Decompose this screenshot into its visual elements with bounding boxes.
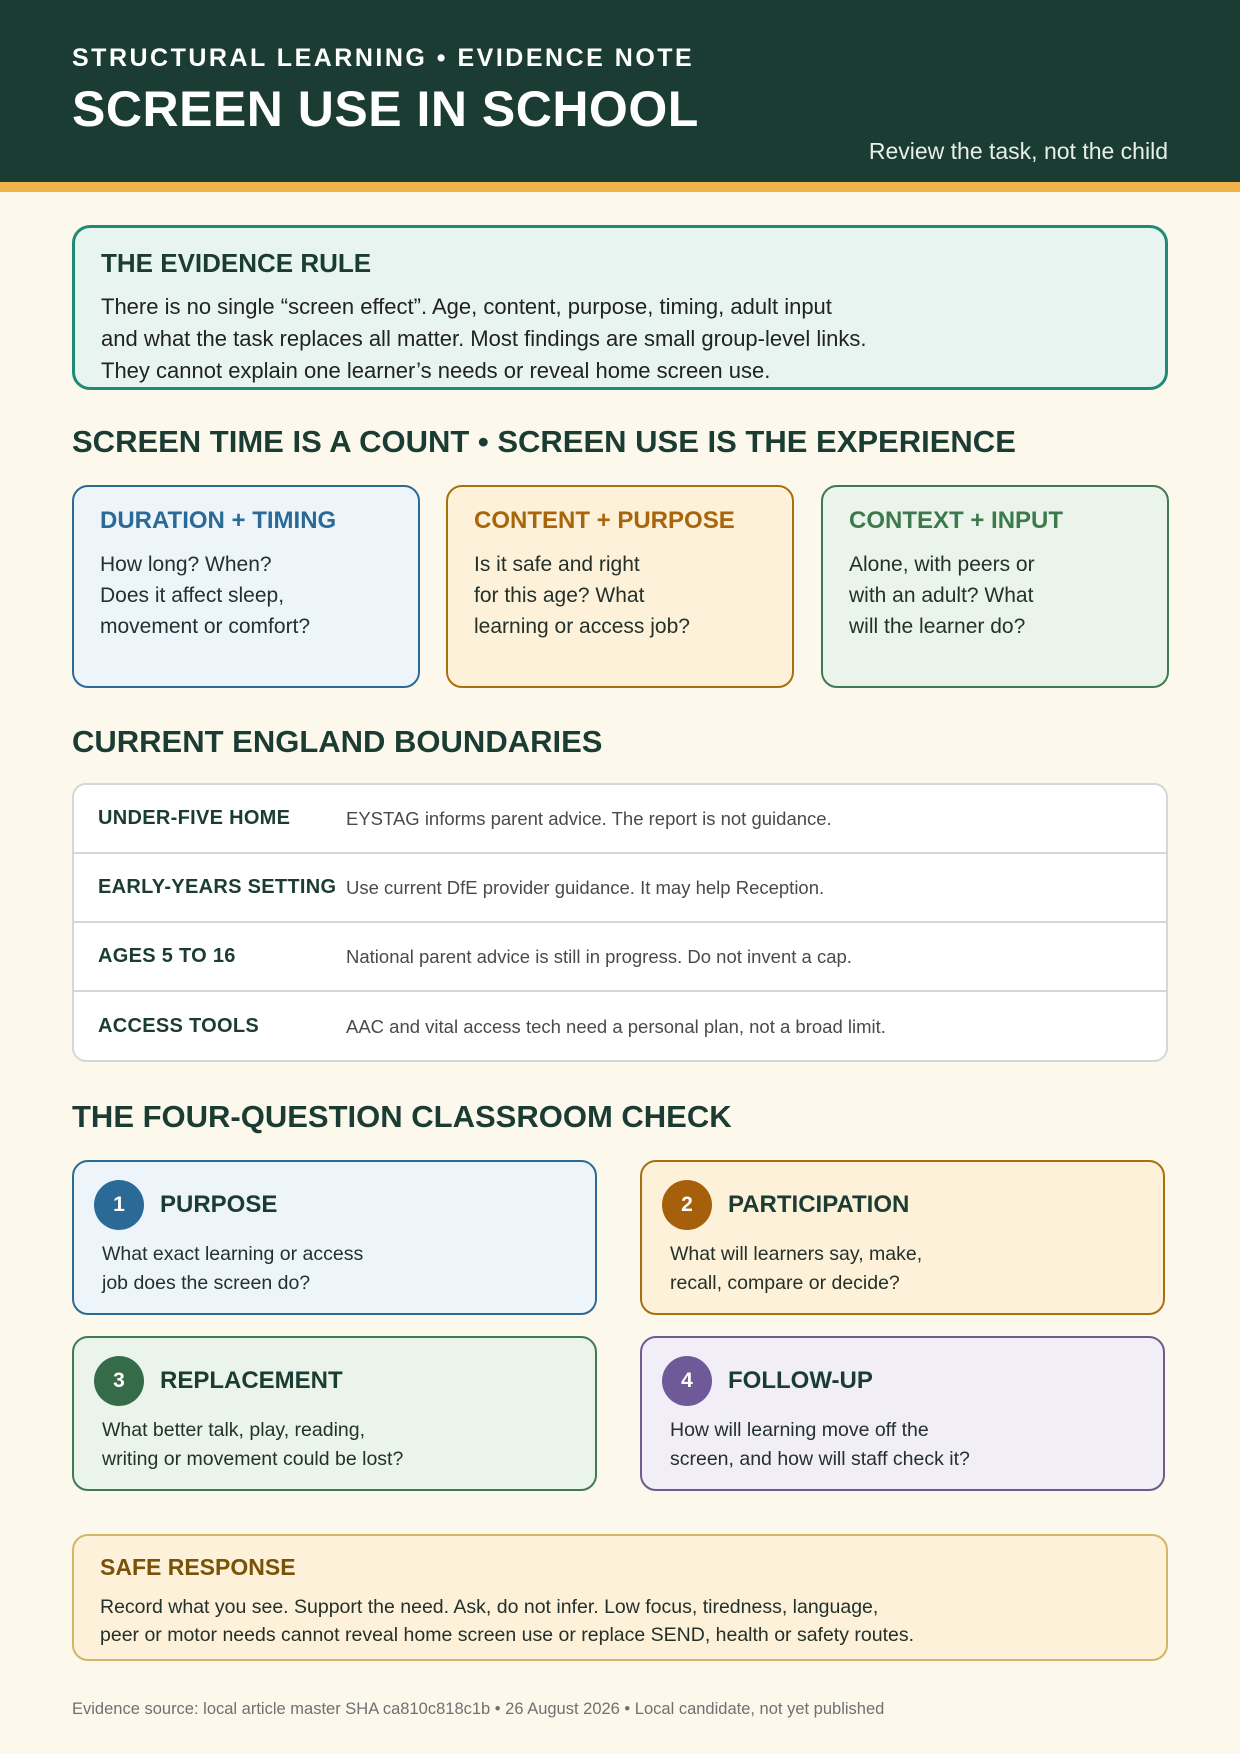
card-line: Does it affect sleep,: [100, 584, 285, 607]
question-card-participation: [640, 1160, 1165, 1315]
evidence-rule-line: There is no single “screen effect”. Age, content, purpose, timing, adult input: [101, 294, 832, 319]
question-title: PARTICIPATION: [728, 1191, 910, 1218]
row-label: AGES 5 TO 16: [98, 945, 236, 967]
card-line: How long? When?: [100, 553, 272, 576]
card-line: Alone, with peers or: [849, 553, 1035, 576]
card-body: [100, 549, 392, 642]
card-body: [849, 549, 1141, 642]
screen-section-title: SCREEN TIME IS A COUNT • SCREEN USE IS THE EXPERIENCE: [72, 424, 1016, 459]
question-text: [662, 1416, 1143, 1474]
card-line: for this age? What: [474, 584, 645, 607]
table-row: [74, 785, 1166, 854]
question-line: job does the screen do?: [102, 1272, 311, 1294]
question-line: writing or movement could be lost?: [102, 1448, 404, 1470]
card-line: Is it safe and right: [474, 553, 640, 576]
page-title: SCREEN USE IN SCHOOL: [72, 81, 699, 137]
check-title: THE FOUR-QUESTION CLASSROOM CHECK: [72, 1099, 732, 1134]
question-number-badge: 3: [94, 1356, 144, 1406]
evidence-rule-text: [101, 291, 1139, 387]
table-row: [74, 992, 1166, 1061]
card-line: learning or access job?: [474, 615, 690, 638]
card-title: CONTEXT + INPUT: [849, 507, 1064, 534]
question-line: recall, compare or decide?: [670, 1272, 900, 1294]
row-label: ACCESS TOOLS: [98, 1015, 260, 1037]
header-accent-stripe: [0, 182, 1240, 192]
row-value: National parent advice is still in progress. Do not invent a cap.: [346, 945, 852, 967]
row-value: Use current DfE provider guidance. It may help Reception.: [346, 876, 825, 898]
safe-response-line: Record what you see. Support the need. Ask, do not infer. Low focus, tiredness, language,: [100, 1596, 879, 1618]
card-title: CONTENT + PURPOSE: [474, 507, 735, 534]
question-number-badge: 1: [94, 1180, 144, 1230]
card-line: with an adult? What: [849, 584, 1034, 607]
question-line: screen, and how will staff check it?: [670, 1448, 970, 1470]
safe-response-title: SAFE RESPONSE: [100, 1554, 296, 1580]
question-card-purpose: [72, 1160, 597, 1315]
question-number-badge: 4: [662, 1356, 712, 1406]
context-input-card: [821, 485, 1169, 688]
evidence-rule-line: and what the task replaces all matter. Most findings are small group-level links.: [101, 326, 867, 351]
question-card-replacement: [72, 1336, 597, 1491]
card-line: movement or comfort?: [100, 615, 311, 638]
evidence-rule-box: [72, 225, 1168, 390]
question-title: REPLACEMENT: [160, 1367, 343, 1394]
evidence-rule-line: They cannot explain one learner’s needs or reveal home screen use.: [101, 358, 771, 383]
safe-response-line: peer or motor needs cannot reveal home screen use or replace SEND, health or safety routes.: [100, 1624, 915, 1646]
row-value: AAC and vital access tech need a personal plan, not a broad limit.: [346, 1015, 886, 1037]
header-tagline: Review the task, not the child: [868, 138, 1168, 164]
question-line: What will learners say, make,: [670, 1243, 923, 1265]
card-line: will the learner do?: [849, 615, 1026, 638]
question-number-badge: 2: [662, 1180, 712, 1230]
question-line: What exact learning or access: [102, 1243, 364, 1265]
duration-timing-card: [72, 485, 420, 688]
boundaries-title: CURRENT ENGLAND BOUNDARIES: [72, 724, 603, 759]
question-card-follow-up: [640, 1336, 1165, 1491]
row-label: EARLY-YEARS SETTING: [98, 876, 337, 898]
boundaries-table: [72, 783, 1168, 1062]
header-eyebrow: STRUCTURAL LEARNING • EVIDENCE NOTE: [72, 44, 695, 72]
question-title: FOLLOW-UP: [728, 1367, 873, 1394]
card-title: DURATION + TIMING: [100, 507, 337, 534]
page-header: [0, 0, 1240, 182]
row-value: EYSTAG informs parent advice. The report is not guidance.: [346, 807, 832, 829]
content-purpose-card: [446, 485, 794, 688]
card-body: [474, 549, 766, 642]
row-label: UNDER-FIVE HOME: [98, 807, 291, 829]
question-title: PURPOSE: [160, 1191, 278, 1218]
evidence-source-footer: Evidence source: local article master SHA ca810c818c1b • 26 August 2026 • Local candidate, not yet published: [72, 1700, 885, 1718]
evidence-rule-title: THE EVIDENCE RULE: [101, 248, 372, 278]
question-text: [662, 1240, 1143, 1298]
question-line: How will learning move off the: [670, 1419, 929, 1441]
safe-response-text: [100, 1593, 1140, 1649]
question-text: [94, 1416, 575, 1474]
question-text: [94, 1240, 575, 1298]
question-line: What better talk, play, reading,: [102, 1419, 366, 1441]
table-row: [74, 923, 1166, 992]
safe-response-box: [72, 1534, 1168, 1661]
table-row: [74, 854, 1166, 923]
